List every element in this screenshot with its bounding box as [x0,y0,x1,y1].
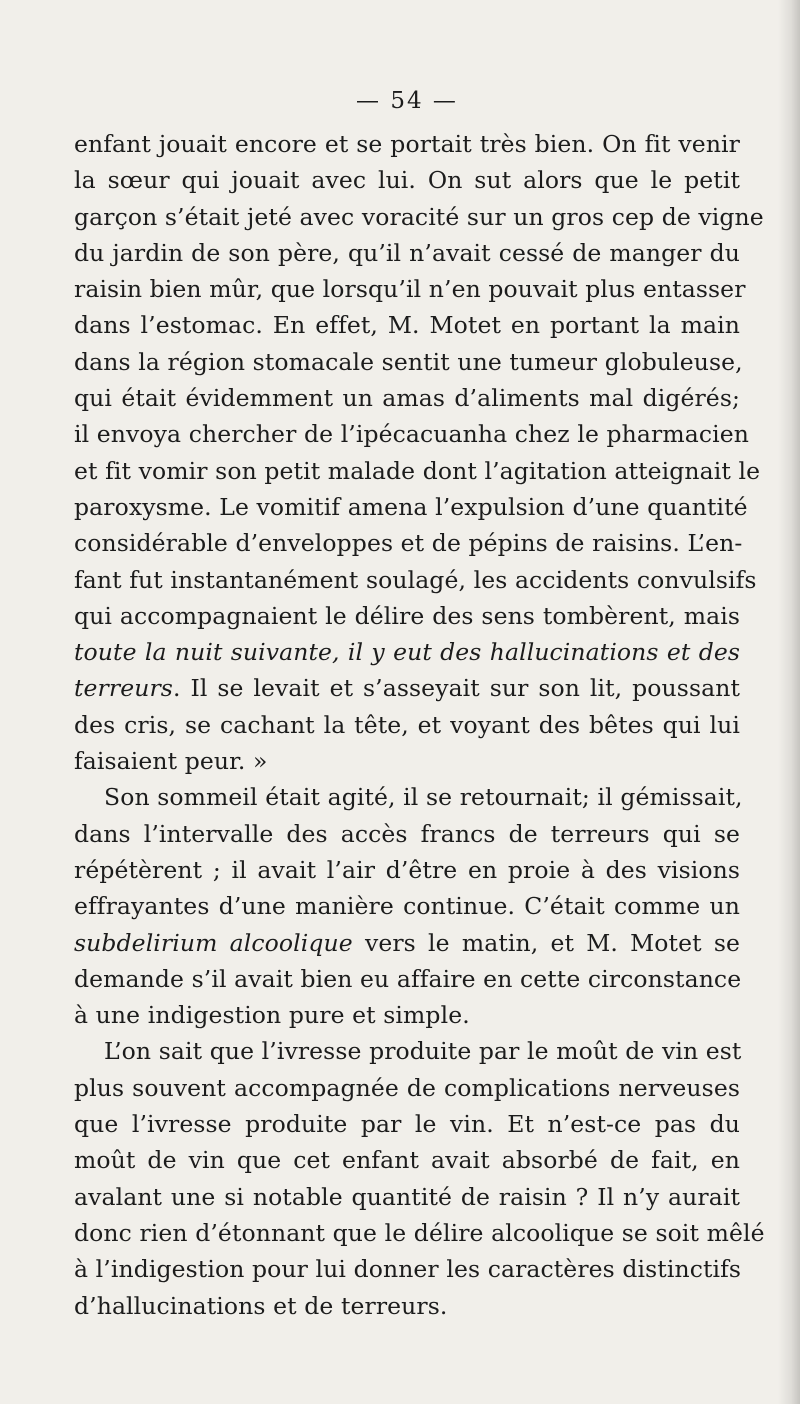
text-line: faisaient peur. » [74,747,268,776]
text-line: d’hallucinations et de terreurs. [74,1291,448,1320]
text-line: du jardin de son père, qu’il n’avait cessé de manger du [74,238,740,267]
text-line: effrayantes d’une manière continue. C’était comme un [74,892,740,921]
text-line: demande s’il avait bien eu affaire en cette circonstance [74,964,742,993]
italic-text: toute la nuit suivante, il y eut des hallucinations et des [74,638,740,667]
text-line: L’on sait que l’ivresse produite par le moût de vin est [104,1037,742,1066]
book-page [74,0,765,1404]
text-line: enfant jouait encore et se portait très bien. On fit venir [74,130,740,158]
page-edge-shadow [778,0,800,1404]
text-line: plus souvent accompagnée de complications nerveuses [74,1073,740,1102]
text-line: la sœur qui jouait avec lui. On sut alors que le petit [74,166,740,195]
text-line: et fit vomir son petit malade dont l’agitation atteignait le [74,456,761,485]
text-line: dans l’intervalle des accès francs de terreurs qui se [74,819,740,848]
text-body [74,126,765,1324]
text-line: Son sommeil était agité, il se retournait; il gémissait, [104,783,743,812]
text-line: à une indigestion pure et simple. [74,1001,470,1030]
page-number: — 54 — [356,88,458,114]
text-line: donc rien d’étonnant que le délire alcoolique se soit mêlé [74,1218,765,1247]
text-line: des cris, se cachant la tête, et voyant des bêtes qui lui [74,710,740,739]
text-line: fant fut instantanément soulagé, les accidents convulsifs [74,565,757,594]
text-line: qui était évidemment un amas d’aliments mal digérés; [74,384,740,413]
text-line: subdelirium alcoolique vers le matin, et M. Motet se [74,928,740,957]
italic-text: terreurs [74,674,173,703]
text-line: considérable d’enveloppes et de pépins de raisins. L’en- [74,529,743,558]
text-line: qui accompagnaient le délire des sens tombèrent, mais [74,601,740,630]
text-line: dans l’estomac. En effet, M. Motet en portant la main [74,311,740,340]
text-line: que l’ivresse produite par le vin. Et n’est-ce pas du [74,1110,740,1139]
text-line: dans la région stomacale sentit une tumeur globuleuse, [74,347,743,376]
text-line: à l’indigestion pour lui donner les caractères distinctifs [74,1255,742,1284]
text-line: terreurs. Il se levait et s’asseyait sur son lit, poussant [74,674,740,703]
italic-text: subdelirium alcoolique [74,928,353,957]
text-line: répétèrent ; il avait l’air d’être en proie à des visions [74,855,740,884]
text-line [74,634,740,670]
text-line: il envoya chercher de l’ipécacuanha chez le pharmacien [74,420,749,449]
text-line: avalant une si notable quantité de raisin ? Il n’y aurait [74,1182,740,1211]
text-line: moût de vin que cet enfant avait absorbé de fait, en [74,1146,740,1175]
text-line: raisin bien mûr, que lorsqu’il n’en pouvait plus entasser [74,275,746,304]
text-line: garçon s’était jeté avec voracité sur un gros cep de vigne [74,202,764,231]
text-line: paroxysme. Le vomitif amena l’expulsion d’une quantité [74,492,748,521]
